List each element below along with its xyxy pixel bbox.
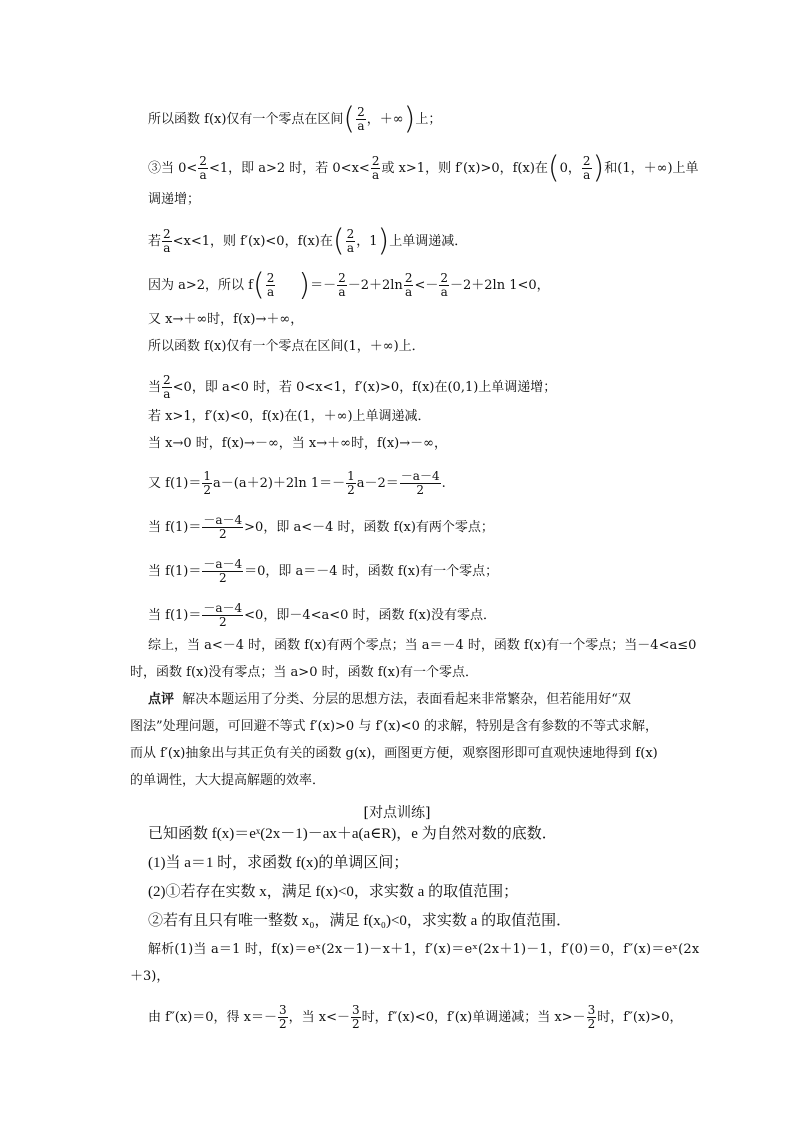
line-16: 时，函数 f(x)没有零点；当 a>0 时，函数 f(x)有一个零点． xyxy=(130,665,479,680)
right-paren: ) xyxy=(403,101,416,137)
line-3: 调递增； xyxy=(148,192,201,207)
solution-line-3: 由 f″(x)＝0，得 x＝－ $\frac{3}{2}$ ，当 x<－ $\frac{3}{2}$ 时，f″(x)<0，f′(x)单调递减；当 x>－ $\frac{3}{2}$ 时，f″(x)>0， xyxy=(148,1003,683,1031)
text: 所以函数 f(x)仅有一个零点在区间 xyxy=(148,112,344,127)
comment-line-1: 点评 解决本题运用了分类、分层的思想方法，表面看起来非常繁杂，但若能用好“双 xyxy=(148,692,631,707)
solution-line-1: 解析(1)当 a＝1 时，f(x)＝eˣ(2x－1)－x＋1，f′(x)＝eˣ(2x＋1)－1，f′(0)＝0，f″(x)＝eˣ(2x xyxy=(148,942,700,957)
line-14: 当 f(1)＝ $\frac{-a-4}{2}$ <0，即－4<a<0 时，函数 f(x)没有零点． xyxy=(148,601,496,629)
line-10: 当 x→0 时，f(x)→－∞，当 x→＋∞时，f(x)→－∞， xyxy=(148,436,447,451)
line-15: 综上，当 a<－4 时，函数 f(x)有两个零点；当 a＝－4 时，函数 f(x)有一个零点；当－4<a≤0 xyxy=(148,638,697,653)
section-heading: [对点训练] xyxy=(363,805,431,821)
solution-line-2: ＋3)， xyxy=(130,969,170,984)
fraction: $\frac{2}{a}$ xyxy=(357,105,365,133)
line-1 xyxy=(148,101,442,137)
line-6: 又 x→＋∞时，f(x)→＋∞， xyxy=(148,312,304,327)
line-7: 所以函数 f(x)仅有一个零点在区间(1，＋∞)上． xyxy=(148,339,425,354)
problem-part-2-2: ②若有且只有唯一整数 x₀，满足 f(x₀)<0，求实数 a 的取值范围． xyxy=(148,913,572,929)
line-11: 又 f(1)＝ $\frac{1}{2}$ a－(a＋2)＋2ln 1＝－ $\frac{1}{2}$ a－2＝ $\frac{-a-4}{2}$ . xyxy=(148,469,446,497)
line-4: 若 $\frac{2}{a}$ <x<1，则 f′(x)<0，f(x)在( $\frac{2}{a}$ ，1)上单调递减． xyxy=(148,223,468,259)
line-2: ③当 0< $\frac{2}{a}$ <1，即 a>2 时，若 0<x< $\frac{2}{a}$ 或 x>1，则 f′(x)>0，f(x)在(0， $\frac{2}{a}$ )和(1，＋∞)上单 xyxy=(148,150,699,186)
text: ，＋∞ xyxy=(366,112,404,127)
problem-statement: 已知函数 f(x)＝eˣ(2x－1)－ax＋a(a∈R)，e 为自然对数的底数． xyxy=(148,826,557,842)
line-8: 当 $\frac{2}{a}$ <0，即 a<0 时，若 0<x<1，f′(x)>0，f(x)在(0,1)上单调递增； xyxy=(148,373,557,401)
line-5: 因为 a>2，所以 f( $\frac{2}{a}$ )＝－ $\frac{2}{a}$ －2＋2ln $\frac{2}{a}$ <－ $\frac{2}{a}$ －2＋2ln 1<0， xyxy=(148,267,550,303)
line-12: 当 f(1)＝ $\frac{-a-4}{2}$ >0，即 a<－4 时，函数 f(x)有两个零点； xyxy=(148,513,494,541)
comment-line-3: 而从 f′(x)抽象出与其正负有关的函数 g(x)，画图更方便，观察图形即可直观快速地得到 f(x) xyxy=(130,746,658,761)
problem-part-1: (1)当 a＝1 时，求函数 f(x)的单调区间； xyxy=(148,855,409,871)
comment-line-4: 的单调性，大大提高解题的效率． xyxy=(130,773,326,788)
left-paren: ( xyxy=(343,101,356,137)
line-13: 当 f(1)＝ $\frac{-a-4}{2}$ ＝0，即 a＝－4 时，函数 f(x)有一个零点； xyxy=(148,557,499,585)
comment-line-2: 图法”处理问题，可回避不等式 f′(x)>0 与 f′(x)<0 的求解，特别是含有参数的不等式求解， xyxy=(130,719,658,734)
problem-part-2-1: (2)①若存在实数 x，满足 f(x)<0，求实数 a 的取值范围； xyxy=(148,884,519,900)
comment-label: 点评 xyxy=(148,692,175,707)
text: 上； xyxy=(415,112,442,127)
line-9: 若 x>1，f′(x)<0，f(x)在(1，＋∞)上单调递减． xyxy=(148,409,431,424)
